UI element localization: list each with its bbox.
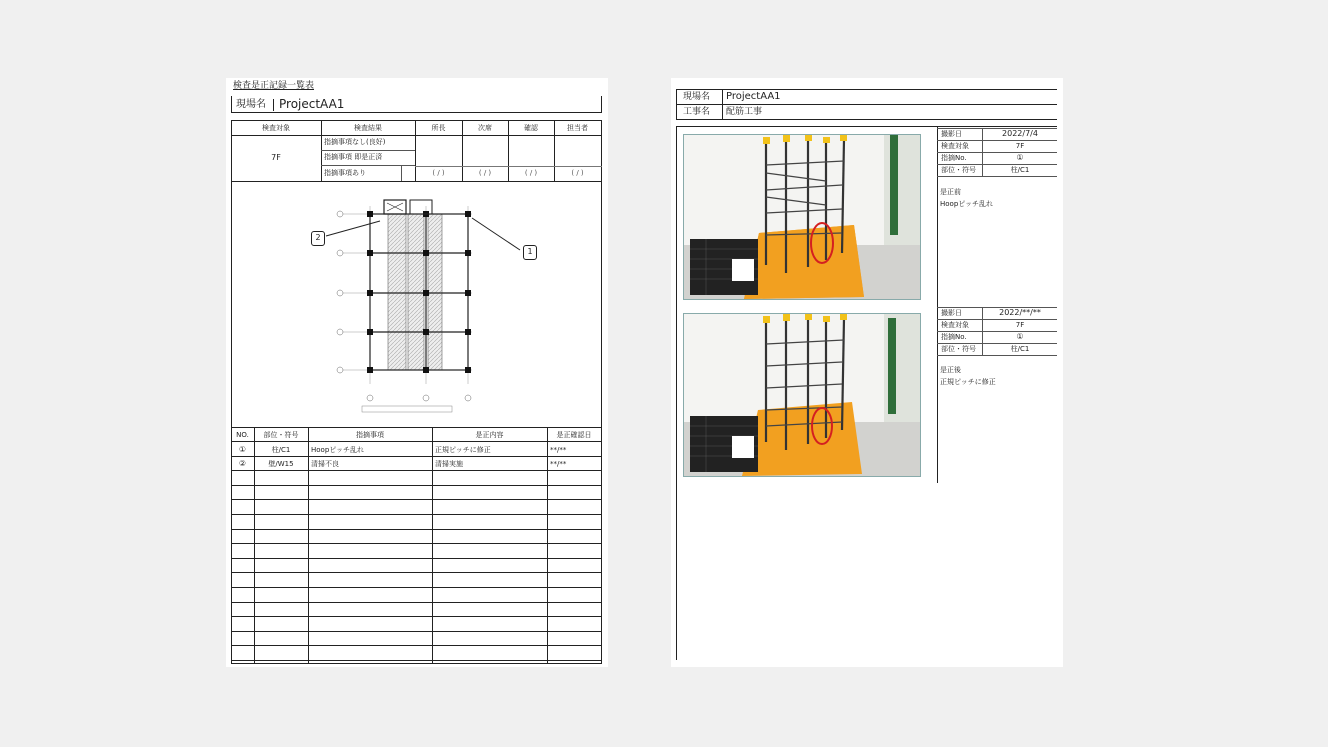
table-rule [308, 427, 309, 663]
field-value-target: 7F [1015, 142, 1025, 150]
table-rule [432, 427, 433, 663]
stamp-header-check: 確認 [524, 124, 538, 132]
note-body-after: 正規ピッチに修正 [940, 378, 996, 386]
header-inspection-result: 検査結果 [354, 124, 382, 132]
photo-before [683, 134, 921, 300]
field-value-part: 柱/C1 [1010, 166, 1030, 174]
note-body-before: Hoopピッチ乱れ [940, 200, 993, 208]
callout-1: 1 [523, 245, 537, 260]
field-label-part: 部位・符号 [941, 345, 976, 353]
stamp-header-staff: 担当者 [567, 124, 588, 132]
row-issue: Hoopピッチ乱れ [311, 446, 364, 454]
stamp-date-3: ( / ) [524, 169, 538, 177]
inspection-list-sheet [226, 78, 608, 667]
row-part: 壁/W15 [268, 460, 294, 468]
result-option-issue: 指摘事項あり [324, 169, 366, 177]
stamp-date-1: ( / ) [432, 169, 445, 177]
row-fix: 清掃実施 [435, 460, 463, 468]
work-label: 工事名 [683, 107, 711, 117]
callout-leaders [310, 206, 540, 266]
field-value-part: 柱/C1 [1010, 345, 1030, 353]
note-title-after: 是正後 [940, 366, 961, 374]
row-date: **/** [550, 460, 567, 468]
row-part: 柱/C1 [271, 446, 291, 454]
result-option-good: 指摘事項なし(良好) [324, 138, 386, 146]
stamp-header-deputy: 次席 [478, 124, 492, 132]
list-header-no: NO. [236, 431, 249, 439]
inspection-target-value: 7F [271, 153, 281, 162]
field-value-no: ① [1016, 153, 1024, 162]
table-rule [601, 427, 602, 663]
field-label-date: 撮影日 [941, 130, 962, 138]
row-fix: 正規ピッチに修正 [435, 446, 491, 454]
photo-record-sheet [671, 78, 1063, 667]
result-option-fixed: 指摘事項 即是正済 [324, 153, 383, 161]
row-issue: 清掃不良 [311, 460, 339, 468]
list-header-fix: 是正内容 [475, 431, 504, 439]
stamp-date-4: ( / ) [571, 169, 584, 177]
row-no: ① [238, 445, 247, 454]
field-label-target: 検査対象 [941, 142, 969, 150]
photo-after [683, 313, 921, 477]
work-value: 配筋工事 [726, 107, 763, 117]
field-value-date: 2022/7/4 [1002, 129, 1038, 138]
list-header-date: 是正確認日 [556, 431, 592, 439]
field-value-target: 7F [1015, 321, 1025, 329]
field-label-target: 検査対象 [941, 321, 969, 329]
list-header-issue: 指摘事項 [356, 431, 384, 439]
list-header-part: 部位・符号 [263, 431, 299, 439]
row-date: **/** [550, 446, 567, 454]
row-no: ② [238, 459, 247, 468]
callout-2: 2 [311, 231, 325, 246]
field-label-no: 指摘No. [941, 333, 967, 341]
site-value: ProjectAA1 [726, 91, 781, 102]
stamp-date-2: ( / ) [478, 169, 492, 177]
header-inspection-target: 検査対象 [262, 124, 290, 132]
sheet-title: 検査是正記録一覧表 [233, 81, 315, 91]
note-title-before: 是正前 [940, 188, 961, 196]
field-value-no: ① [1016, 332, 1024, 341]
table-rule [231, 663, 602, 664]
stamp-header-chief: 所長 [431, 124, 446, 132]
field-label-date: 撮影日 [941, 309, 962, 317]
table-rule [547, 427, 548, 663]
field-label-no: 指摘No. [941, 154, 967, 162]
site-value: ProjectAA1 [279, 97, 345, 111]
site-label: 現場名 [683, 92, 711, 102]
site-label: 現場名 [236, 99, 266, 110]
field-value-date: 2022/**/** [999, 308, 1041, 317]
field-label-part: 部位・符号 [941, 166, 976, 174]
